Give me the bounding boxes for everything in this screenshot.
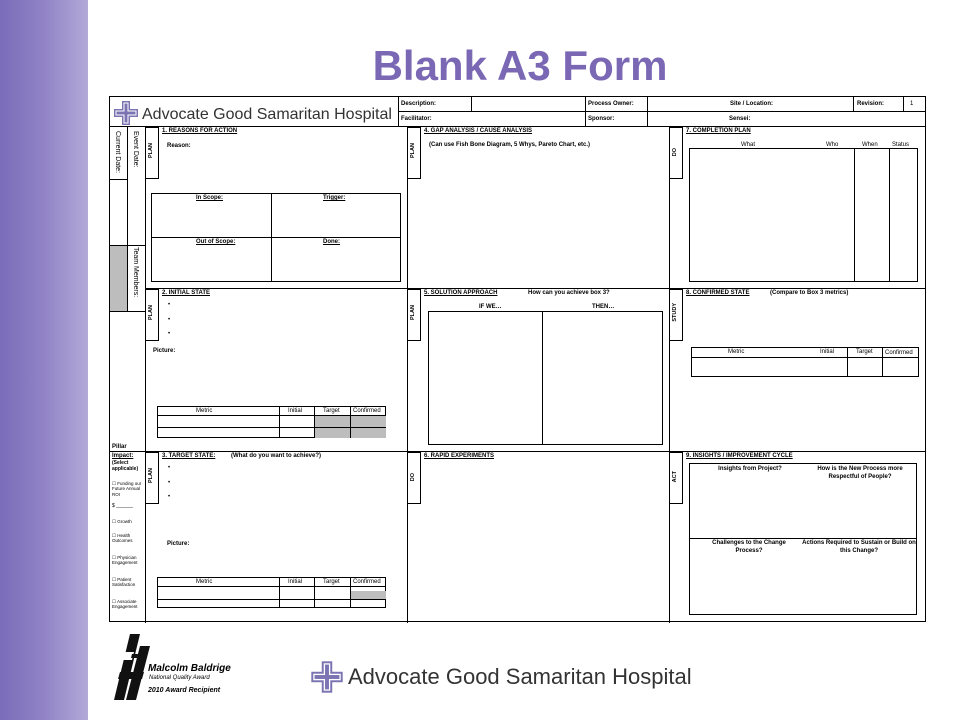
box8-col-confirmed: Confirmed — [885, 350, 913, 356]
pillar-option-funding[interactable]: ☐ Funding our Future Annual ROI — [112, 481, 142, 497]
box3-bullet-2: • — [168, 480, 171, 486]
box9-insights-grid — [689, 463, 917, 615]
box9-title: 9. INSIGHTS / IMPROVEMENT CYCLE — [686, 453, 793, 459]
pillar-impact: Impact: — [112, 453, 134, 459]
phase-do-7: DO — [672, 148, 678, 157]
box1-reason: Reason: — [167, 143, 191, 149]
box3-bullet-3: • — [168, 494, 171, 500]
box7-col-when: When — [862, 142, 878, 148]
pillar-title: Pillar — [112, 444, 127, 450]
pillar-option-growth[interactable]: ☐ Growth — [112, 519, 132, 524]
box7-col-what: What — [741, 142, 756, 148]
description-field[interactable] — [472, 97, 584, 111]
box8-note: (Compare to Box 3 metrics) — [770, 290, 849, 296]
footer-hospital-logo — [310, 660, 700, 696]
box1-trigger: Trigger: — [323, 195, 346, 201]
advocate-cross-icon — [310, 660, 344, 694]
facilitator-label: Facilitator: — [401, 116, 432, 122]
box7-plan-table — [689, 148, 918, 282]
box7-col-status: Status — [892, 142, 910, 148]
event-date-label: Event Date: — [132, 131, 139, 168]
box4-title: 4. GAP ANALYSIS / CAUSE ANALYSIS — [424, 128, 533, 134]
box3-col-initial: Initial — [288, 579, 303, 585]
team-members-label: Team Members: — [132, 247, 139, 298]
box5-solution-grid — [428, 311, 663, 445]
baldrige-recipient: 2010 Award Recipient — [148, 687, 221, 694]
pillar-option-physician[interactable]: ☐ Physician Engagement — [112, 555, 138, 566]
baldrige-award-logo — [110, 632, 240, 702]
sensei-label: Sensei: — [729, 116, 751, 122]
box3-bullet-1: • — [168, 465, 171, 471]
pillar-select-note: (Select applicable) — [112, 460, 139, 472]
header-hospital-name: Advocate Good Samaritan Hospital — [142, 106, 392, 123]
phase-plan-2: PLAN — [148, 305, 154, 320]
slide-title: Blank A3 Form — [372, 42, 668, 89]
box4-note: (Can use Fish Bone Diagram, 5 Whys, Pareto Chart, etc.) — [429, 142, 591, 148]
box2-bullet-1: • — [168, 302, 171, 308]
phase-study-8: STUDY — [672, 303, 678, 322]
process-owner-label: Process Owner: — [588, 101, 634, 107]
box7-col-who: Who — [826, 142, 839, 148]
box6-title: 6. RAPID EXPERIMENTS — [424, 453, 495, 459]
box2-picture: Picture: — [153, 348, 176, 354]
pillar-option-patient[interactable]: ☐ Patient Satisfaction — [112, 577, 136, 588]
box8-col-initial: Initial — [820, 349, 835, 355]
box1-out-of-scope: Out of Scope: — [196, 239, 236, 245]
footer-hospital-name: Advocate Good Samaritan Hospital — [348, 664, 692, 689]
box8-col-target: Target — [856, 349, 873, 355]
box2-col-confirmed: Confirmed — [353, 408, 381, 414]
baldrige-award: National Quality Award — [149, 675, 210, 681]
box7-title: 7. COMPLETION PLAN — [686, 128, 751, 134]
baldrige-name: Malcolm Baldrige — [148, 663, 231, 674]
sidebar-decoration — [0, 0, 88, 720]
sponsor-label: Sponsor: — [588, 116, 615, 122]
box3-title: 3. TARGET STATE: — [162, 453, 216, 459]
box1-title: 1. REASONS FOR ACTION — [162, 128, 238, 134]
box9-actions: Actions Required to Sustain or Build on this Change? — [802, 540, 916, 554]
phase-act-9: ACT — [672, 471, 678, 483]
box5-question: How can you achieve box 3? — [528, 290, 610, 296]
box3-col-metric: Metric — [196, 579, 213, 585]
current-date-label: Current Date: — [114, 131, 121, 174]
phase-plan-5: PLAN — [410, 305, 416, 320]
box2-title: 2. INITIAL STATE — [162, 290, 211, 296]
box2-col-metric: Metric — [196, 408, 213, 414]
phase-plan-3: PLAN — [148, 468, 154, 483]
box9-insights: Insights from Project? — [718, 466, 782, 472]
box9-new-process: How is the New Process more Respectful of People? — [817, 466, 903, 480]
box1-done: Done: — [323, 239, 340, 245]
revision-value: 1 — [910, 101, 914, 107]
team-members-shaded-cell — [110, 246, 127, 311]
phase-plan-4: PLAN — [410, 143, 416, 158]
a3-form — [109, 96, 926, 622]
advocate-cross-icon — [113, 100, 139, 126]
pillar-option-health[interactable]: ☐ Health Outcomes — [112, 533, 133, 544]
box8-col-metric: Metric — [728, 349, 745, 355]
pillar-roi-amount: $ ______ — [112, 503, 133, 509]
box5-title: 5. SOLUTION APPROACH — [424, 290, 498, 296]
box3-picture: Picture: — [167, 541, 190, 547]
box1-in-scope: In Scope: — [196, 195, 224, 201]
box8-title: 8. CONFIRMED STATE — [686, 290, 750, 296]
phase-plan-1: PLAN — [148, 143, 154, 158]
box2-bullet-3: • — [168, 331, 171, 337]
phase-do-6: DO — [410, 473, 416, 482]
site-location-label: Site / Location: — [730, 101, 774, 107]
box5-if-we: IF WE… — [479, 304, 502, 310]
box3-question: (What do you want to achieve?) — [231, 453, 322, 459]
pillar-option-associate[interactable]: ☐ Associate Engagement — [112, 599, 138, 610]
revision-label: Revision: — [857, 101, 885, 107]
box3-col-target: Target — [323, 579, 340, 585]
box2-col-target: Target — [323, 408, 340, 414]
box9-challenges: Challenges to the Change Process? — [712, 540, 786, 554]
box2-bullet-2: • — [168, 317, 171, 323]
box2-col-initial: Initial — [288, 408, 303, 414]
box5-then: THEN… — [592, 304, 615, 310]
description-label: Description: — [401, 101, 437, 107]
box3-col-confirmed: Confirmed — [353, 579, 381, 585]
header-logo — [113, 100, 398, 126]
